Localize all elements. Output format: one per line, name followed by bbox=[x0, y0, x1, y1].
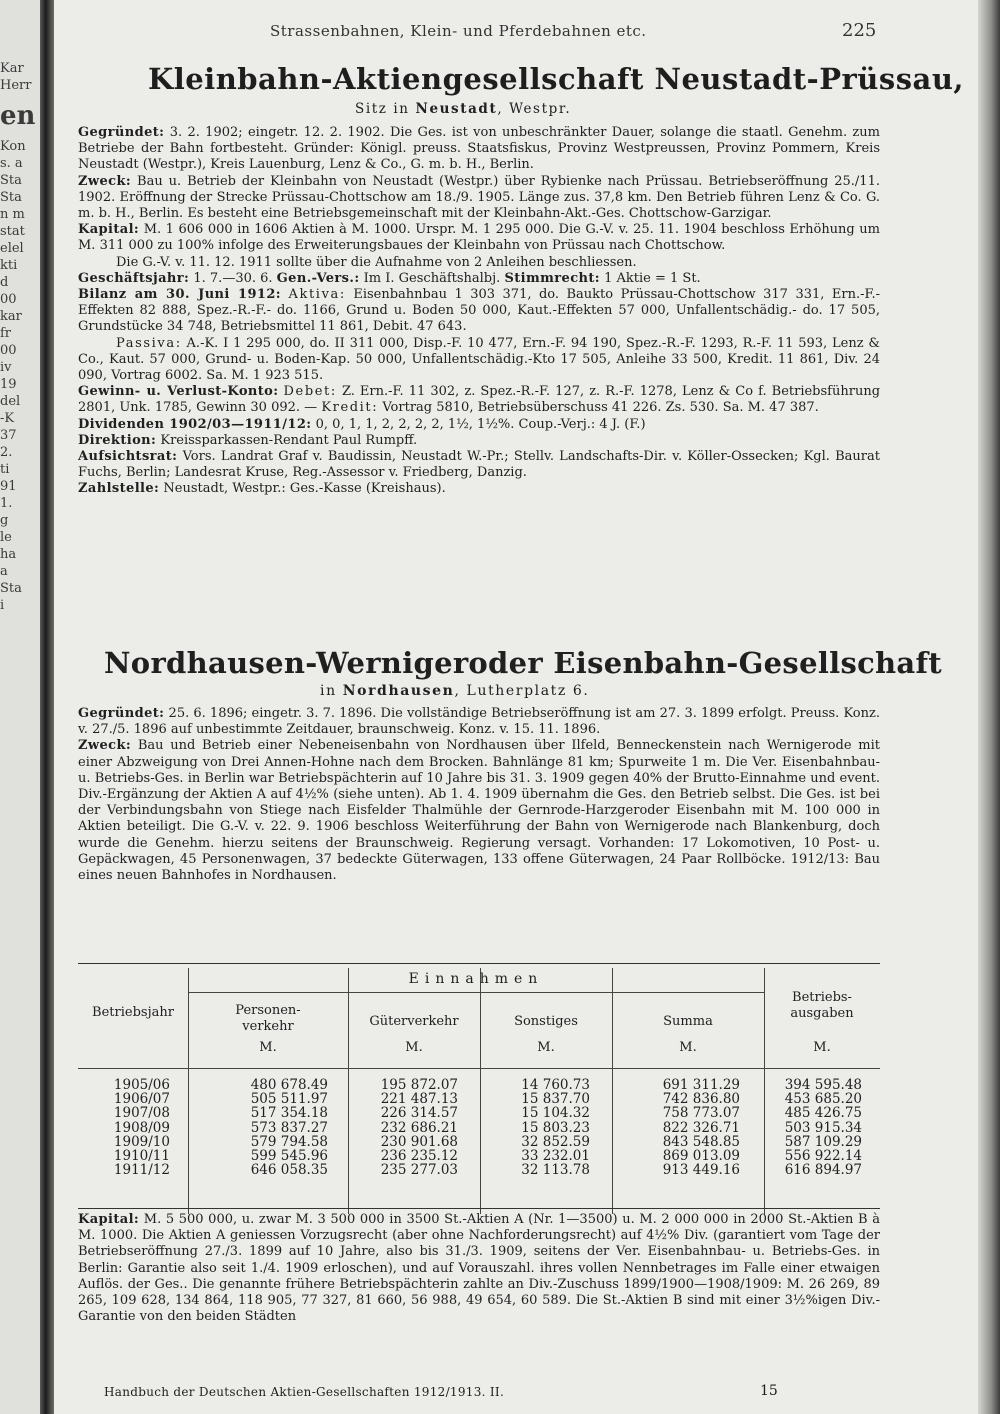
facing-page-fragment: a bbox=[0, 564, 8, 579]
facing-page-fragment: le bbox=[0, 530, 12, 545]
table-cell: 1907/08 bbox=[113, 1105, 170, 1122]
facing-page-fragment: del bbox=[0, 394, 21, 409]
table-cell: 236 235.12 bbox=[380, 1148, 458, 1165]
table-cell: 822 326.71 bbox=[662, 1119, 740, 1136]
table-cell: 195 872.07 bbox=[380, 1077, 458, 1093]
table-cell: 33 232.01 bbox=[521, 1148, 590, 1165]
table-cell: 485 426.75 bbox=[784, 1105, 862, 1122]
unit-label: M. bbox=[813, 1040, 831, 1055]
facing-page-fragment: Kar bbox=[0, 61, 24, 76]
table-cell: 221 487.13 bbox=[380, 1091, 458, 1108]
table-cell: 587 109.29 bbox=[784, 1133, 862, 1150]
facing-page-fragment: ti bbox=[0, 462, 10, 477]
table-cell: 15 104.32 bbox=[521, 1105, 590, 1122]
facing-page-fragment: -K bbox=[0, 411, 15, 426]
aufsichtsrat-paragraph: Aufsichtsrat: Vors. Landrat Graf v. Baudissin, Neustadt W.-Pr.; Stellv. Landschafts-Dir. v. Köller-Ossecken; Kgl. Baurat Fuchs, Berlin; Landesrat Kruse, Reg.-Assessor v. Friedberg, Danzig. bbox=[78, 449, 880, 481]
facing-page-fragment: 19 bbox=[0, 377, 17, 392]
table-cell: 1905/06 bbox=[113, 1077, 170, 1093]
table-cell: 1906/07 bbox=[113, 1091, 170, 1108]
table-cell: 230 901.68 bbox=[380, 1133, 458, 1150]
column-gueter bbox=[348, 1078, 458, 1177]
facing-page-fragment: Herr bbox=[0, 78, 32, 93]
table-cell: 579 794.58 bbox=[250, 1133, 328, 1150]
table-cell: 505 511.97 bbox=[250, 1091, 328, 1108]
kapital-paragraph: Kapital: M. 1 606 000 in 1606 Aktien à M. 1000. Urspr. M. 1 295 000. Die G.-V. v. 25. 11. 1904 beschloss Erhöhung um M. 311 000 zu 100% infolge des Erweiterungsbaues der Kleinbahn von Prüssau nach Chottschow. bbox=[78, 222, 881, 254]
column-years bbox=[78, 1078, 170, 1177]
table-cell: 15 837.70 bbox=[521, 1091, 590, 1108]
table-cell: 232 686.21 bbox=[380, 1119, 458, 1136]
table-cell: 453 685.20 bbox=[784, 1091, 862, 1108]
table-cell: 32 113.78 bbox=[521, 1162, 590, 1179]
company-seat-neustadt: Sitz in Neustadt, Westpr. bbox=[355, 101, 572, 117]
column-summa bbox=[612, 1078, 740, 1177]
facing-page-fragment: n m bbox=[0, 207, 25, 222]
footer-title: Handbuch der Deutschen Aktien-Gesellschaften 1912/1913. II. bbox=[104, 1385, 505, 1399]
kapital-paragraph: Kapital: M. 5 500 000, u. zwar M. 3 500 000 in 3500 St.-Aktien A (Nr. 1—3500) u. M. 2 000 000 in 2000 St.-Aktien B à M. 1000. Die Aktien A geniessen Vorzugsrecht (aber ohne Nachforderungsrecht) auf 4½% Div. (garantiert vom Tage der Betriebseröffnung 27./3. 1899 auf 10 Jahre, also bis 31./3. 1909, seitens der Ver. Eisenbahnbau- u. Betriebs-Ges. in Berlin: Garantie also seit 1./4. 1909 erloschen), und auf Vorauszahl. ihres vollen Nennbetrages im Falle einer etwaigen Auflös. der Ges.. Die genannte frühere Betriebspächterin zahlte an Div.-Zuschuss 1899/1900—1908/1909: M. 26 269, 89 265, 109 628, 134 864, 118 905, 77 327, 81 660, 56 988, 49 654, 60 589. Die St.-Aktien B sind mit einer 3½%igen Div.-Garantie von den beiden Städten bbox=[78, 1212, 880, 1325]
col-header-gueter: Güterverkehr bbox=[369, 1014, 459, 1029]
facing-page-fragment: g bbox=[0, 513, 9, 528]
zahlstelle-line: Zahlstelle: Neustadt, Westpr.: Ges.-Kasse (Kreishaus). bbox=[78, 481, 446, 497]
company-title-neustadt-pruessau: Kleinbahn-Aktiengesellschaft Neustadt-Prüssau, bbox=[148, 62, 965, 96]
table-cell: 556 922.14 bbox=[784, 1148, 862, 1165]
table-cell: 1911/12 bbox=[113, 1162, 170, 1179]
table-cell: 913 449.16 bbox=[662, 1162, 740, 1179]
facing-page-fragment: i bbox=[0, 598, 5, 613]
table-cell: 1909/10 bbox=[113, 1133, 170, 1150]
book-spine-shadow bbox=[40, 0, 54, 1414]
table-cell: 616 894.97 bbox=[784, 1162, 862, 1179]
table-cell: 758 773.07 bbox=[662, 1105, 740, 1122]
facing-page-fragment: 1. bbox=[0, 496, 13, 511]
facing-page-fragment: kar bbox=[0, 309, 22, 324]
section2-body bbox=[78, 706, 880, 884]
direktion-line: Direktion: Kreissparkassen-Rendant Paul Rumpff. bbox=[78, 432, 418, 448]
col-header-summa: Summa bbox=[663, 1014, 713, 1029]
zweck-paragraph: Zweck: Bau u. Betrieb der Kleinbahn von Neustadt (Westpr.) über Rybienke nach Prüssau. Betriebseröffnung 25./11. 1902. Eröffnung der Strecke Prüssau-Chottschow am 18./9. 1905. Länge zus. 37,8 km. Den Betrieb führen Lenz & Co. G. m. b. H., Berlin. Es besteht eine Betriebsgemeinschaft mit der Kleinbahn-Akt.-Ges. Chottschow-Garzigar. bbox=[78, 173, 880, 222]
table-cell: 14 760.73 bbox=[521, 1077, 590, 1093]
facing-page-fragment: Sta bbox=[0, 173, 22, 188]
facing-page-fragment: Kon bbox=[0, 139, 26, 154]
facing-page-fragment: s. a bbox=[0, 156, 23, 171]
col-header-year: Betriebsjahr bbox=[92, 1005, 174, 1020]
table-cell: 1908/09 bbox=[113, 1119, 170, 1136]
facing-page-fragment: 37 bbox=[0, 428, 17, 443]
gegruendet-paragraph: Gegründet: 3. 2. 1902; eingetr. 12. 2. 1902. Die Ges. ist von unbeschränkter Dauer, solange die staatl. Genehm. zum Betriebe der Bahn fortbesteht. Gründer: Königl. preuss. Staatsfiskus, Provinz Westpreussen, Provinz Pommern, Kreis Neustadt (Westpr.), Kreis Lauenburg, Lenz & Co., G. m. b. H., Berlin. bbox=[78, 125, 880, 173]
facing-page-fragment: elel bbox=[0, 241, 24, 256]
unit-label: M. bbox=[537, 1040, 555, 1055]
column-ausgaben bbox=[764, 1078, 862, 1177]
facing-page-fragment: 91 bbox=[0, 479, 17, 494]
facing-page-fragments bbox=[0, 60, 40, 614]
table-cell: 573 837.27 bbox=[250, 1119, 328, 1136]
table-top-rule bbox=[78, 963, 880, 964]
kapital-note: Die G.-V. v. 11. 12. 1911 sollte über die Aufnahme von 2 Anleihen beschliessen. bbox=[116, 254, 637, 270]
section2-kapital bbox=[78, 1212, 880, 1325]
table-cell: 480 678.49 bbox=[250, 1077, 328, 1093]
table-header-bottom-rule bbox=[78, 1068, 880, 1069]
table-cell: 742 836.80 bbox=[662, 1091, 740, 1108]
table-cell: 32 852.59 bbox=[521, 1133, 590, 1150]
table-cell: 646 058.35 bbox=[250, 1162, 328, 1179]
facing-page-fragment: kti bbox=[0, 258, 18, 273]
table-cell: 843 548.85 bbox=[662, 1133, 740, 1150]
page-number: 225 bbox=[842, 20, 877, 41]
facing-page-fragment: fr bbox=[0, 326, 12, 341]
running-header: Strassenbahnen, Klein- und Pferdebahnen etc. bbox=[270, 22, 647, 40]
dividenden-line: Dividenden 1902/03—1911/12: 0, 0, 1, 1, 2, 2, 2, 2, 1½, 1½%. Coup.-Verj.: 4 J. (F.) bbox=[78, 416, 646, 432]
zweck-paragraph: Zweck: Bau und Betrieb einer Nebeneisenbahn von Nordhausen über Ilfeld, Benneckenstein nach Wernigerode mit einer Abzweigung von Drei Annen-Hohne nach dem Brocken. Bahnlänge 81 km; Spurweite 1 m. Die Ver. Eisenbahnbau- u. Betriebs-Ges. in Berlin war Betriebspächterin auf 10 Jahre bis 31. 3. 1909 gegen 40% der Brutto-Einnahme und event. Div.-Ergänzung der Aktien A auf 4½% (siehe unten). Ab 1. 4. 1909 übernahm die Ges. den Betrieb selbst. Die Ges. ist bei der Verbindungsbahn von Stiege nach Eisfelder Thalmühle der Gernrode-Harzgeroder Eisenbahn mit M. 100 000 in Aktien beteiligt. Die G.-V. v. 22. 9. 1906 beschloss Weiterführung der Bahn von Wernigerode nach Blankenburg, doch wurde die Genehm. hierzu seitens der Braunschweig. Regierung versagt. Vorhanden: 17 Lokomotiven, 10 Post- u. Gepäckwagen, 45 Personenwagen, 37 bedeckte Güterwagen, 133 offene Güterwagen, 24 Paar Rollböcke. 1912/13: Bau eines neuen Bahnhofes in Nordhausen. bbox=[78, 738, 880, 884]
table-cell: 517 354.18 bbox=[250, 1105, 328, 1122]
table-bottom-rule bbox=[78, 1208, 880, 1209]
table-cell: 235 277.03 bbox=[380, 1162, 458, 1179]
unit-label: M. bbox=[405, 1040, 423, 1055]
einnahmen-header: Einnahmen bbox=[408, 971, 544, 987]
gegruendet-paragraph: Gegründet: 25. 6. 1896; eingetr. 3. 7. 1896. Die vollständige Betriebseröffnung ist am 27. 3. 1899 erfolgt. Preuss. Konz. v. 27./5. 1896 auf unbestimmte Zeitdauer, braunschweig. Konz. v. 15. 11. 1896. bbox=[78, 706, 880, 738]
col-header-ausgaben: Betriebs- ausgaben bbox=[790, 990, 854, 1021]
page-edge-shadow bbox=[978, 0, 1000, 1414]
facing-page-fragment: Sta bbox=[0, 581, 22, 596]
unit-label: M. bbox=[259, 1040, 277, 1055]
table-cell: 691 311.29 bbox=[662, 1077, 740, 1093]
facing-page-fragment: 2. bbox=[0, 445, 13, 460]
geschaeftsjahr-line: Geschäftsjahr: 1. 7.—30. 6. Gen.-Vers.: Im I. Geschäftshalbj. Stimmrecht: 1 Aktie = 1 St. bbox=[78, 270, 701, 286]
company-title-nordhausen-wernigerode: Nordhausen-Wernigeroder Eisenbahn-Gesellschaft bbox=[104, 646, 942, 680]
table-cell: 503 915.34 bbox=[784, 1119, 862, 1136]
facing-page-fragment: iv bbox=[0, 360, 12, 375]
guv-paragraph: Gewinn- u. Verlust-Konto: Debet: Z. Ern.-F. 11 302, z. Spez.-R.-F. 127, z. R.-F. 1278, Lenz & Co f. Betriebsführung 2801, Unk. 1785, Gewinn 30 092. — Kredit: Vortrag 5810, Betriebsüberschuss 41 226. Zs. 530. Sa. M. 47 387. bbox=[78, 384, 881, 416]
table-header-rule bbox=[188, 992, 764, 993]
table-cell: 869 013.09 bbox=[662, 1148, 740, 1165]
col-header-personen: Personen- verkehr bbox=[235, 1003, 301, 1034]
table-cell: 15 803.23 bbox=[521, 1119, 590, 1136]
facing-page-fragment: ha bbox=[0, 547, 17, 562]
column-sonstiges bbox=[480, 1078, 590, 1177]
facing-page-fragment: en bbox=[0, 101, 36, 131]
table-cell: 394 595.48 bbox=[784, 1077, 862, 1093]
facing-page-fragment: 00 bbox=[0, 292, 17, 307]
facing-page-fragment: d bbox=[0, 275, 9, 290]
col-header-sonstiges: Sonstiges bbox=[514, 1014, 578, 1029]
company-seat-nordhausen: in Nordhausen, Lutherplatz 6. bbox=[320, 683, 590, 699]
table-cell: 226 314.57 bbox=[380, 1105, 458, 1122]
passiva-paragraph: Passiva: A.-K. I 1 295 000, do. II 311 000, Disp.-F. 10 477, Ern.-F. 94 190, Spez.-R.-F. 1293, R.-F. 11 593, Lenz & Co., Kaut. 57 000, Grund- u. Boden-Kap. 50 000, Unfallentschädig.-Kto 17 505, Anleihe 33 500, Kredit. 11 861, Div. 24 090, Vortrag 6002. Sa. M. 1 923 515. bbox=[78, 335, 880, 384]
table-cell: 1910/11 bbox=[113, 1148, 170, 1165]
column-personen bbox=[188, 1078, 328, 1177]
unit-label: M. bbox=[679, 1040, 697, 1055]
table-cell: 599 545.96 bbox=[250, 1148, 328, 1165]
section1-body bbox=[78, 125, 880, 498]
facing-page-fragment: 00 bbox=[0, 343, 17, 358]
facing-page-fragment: stat bbox=[0, 224, 25, 239]
bilanz-paragraph: Bilanz am 30. Juni 1912: Aktiva: Eisenbahnbau 1 303 371, do. Baukto Prüssau-Chottschow 317 331, Ern.-F.-Effekten 82 888, Spez.-R.-F.- do. 1166, Grund u. Boden 50 000, Kaut.-Effekten 57 000, Unfallentschädig.- do. 17 505, Grundstücke 34 748, Betriebsmittel 11 861, Debit. 47 643. bbox=[78, 287, 880, 335]
footer-signature: 15 bbox=[760, 1383, 778, 1399]
facing-page-fragment: Sta bbox=[0, 190, 22, 205]
